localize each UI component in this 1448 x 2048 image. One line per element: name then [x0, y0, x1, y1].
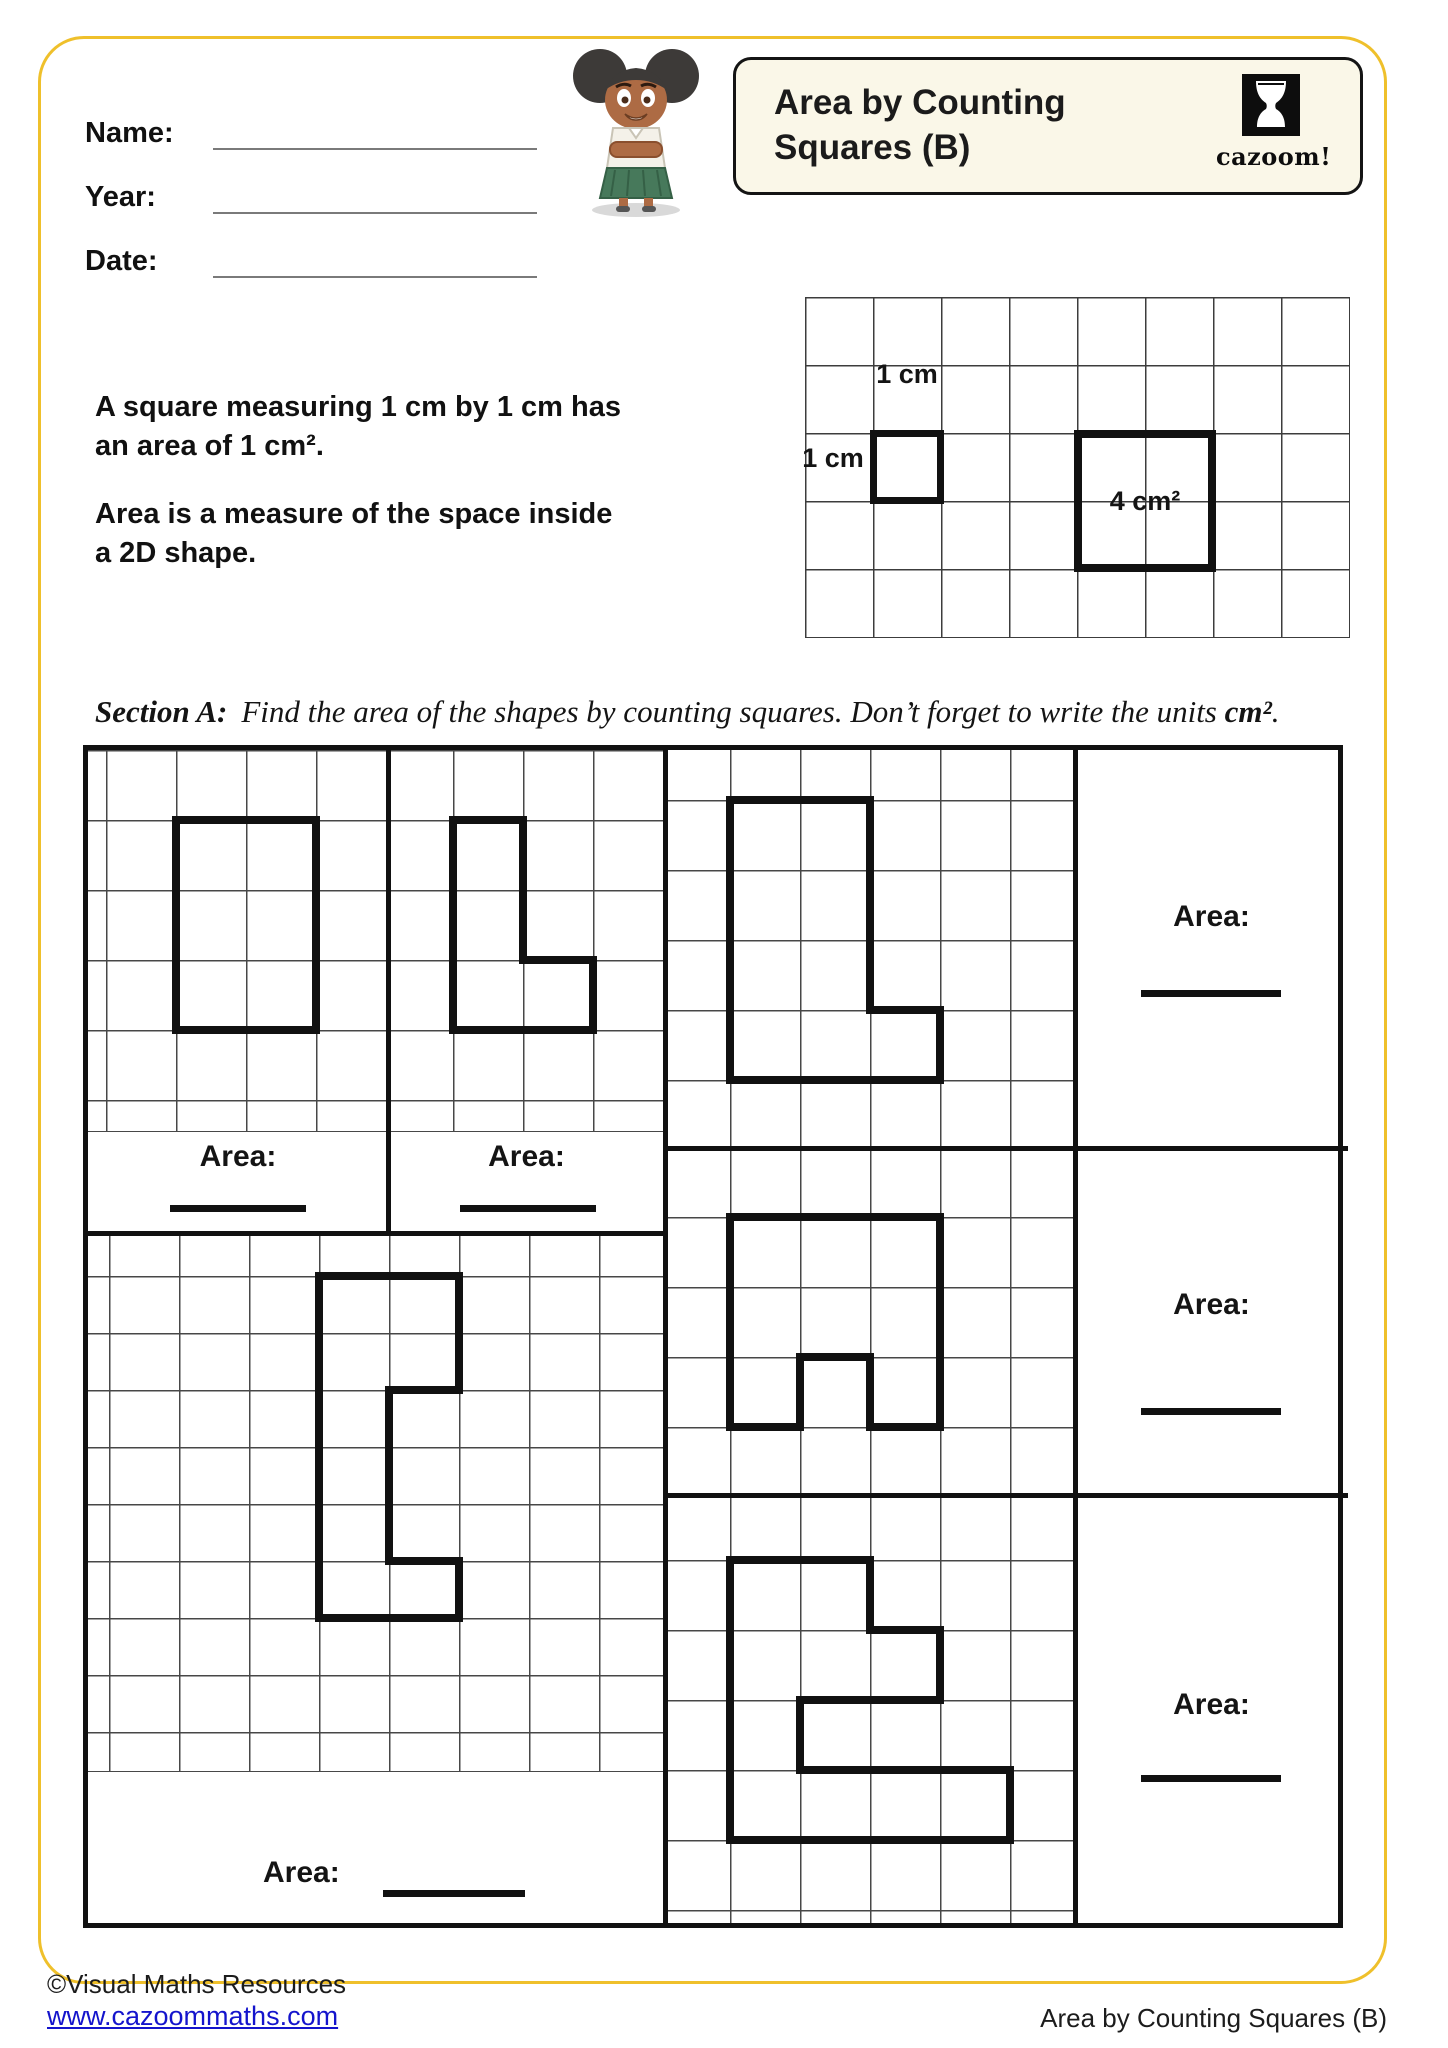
worksheet-name-footer: Area by Counting Squares (B) — [1040, 2003, 1387, 2033]
divider-vertical-2 — [663, 750, 668, 1923]
area-label-5: Area: — [263, 1856, 340, 1889]
area-label-2: Area: — [488, 1140, 565, 1173]
section-a-box — [83, 745, 1343, 1928]
intro-line-2: an area of 1 cm². — [95, 430, 324, 462]
student-cartoon — [553, 46, 719, 218]
divider-horizontal-1 — [88, 1231, 665, 1236]
area-label-4: Area: — [1173, 1288, 1250, 1321]
date-label: Date: — [85, 245, 158, 277]
date-field-row — [85, 220, 537, 278]
intro-line-4: a 2D shape. — [95, 537, 257, 569]
shape-grid-4 — [665, 1148, 1075, 1495]
section-a-heading — [95, 694, 1280, 730]
shape-outline-2 — [453, 820, 593, 1030]
year-input-line[interactable] — [213, 174, 537, 214]
title-box — [733, 57, 1363, 195]
intro-line-1: A square measuring 1 cm by 1 cm has — [95, 391, 621, 423]
example-1cm-top-label: 1 cm — [876, 359, 938, 389]
shape-outline-1 — [176, 820, 316, 1030]
cazoom-drum-icon — [1242, 74, 1300, 136]
section-instruction: Find the area of the shapes by counting squares. Don’t forget to write the units — [241, 694, 1225, 729]
answer-line-6[interactable] — [1141, 1775, 1281, 1782]
example-unit-square — [870, 430, 944, 504]
copyright-text: ©Visual Maths Resources — [47, 1969, 347, 1999]
shape-grid-1 — [88, 750, 388, 1132]
date-input-line[interactable] — [213, 238, 537, 278]
year-label: Year: — [85, 181, 156, 213]
name-label: Name: — [85, 117, 174, 149]
area-label-1: Area: — [199, 1140, 277, 1173]
section-suffix: . — [1271, 694, 1280, 729]
section-label: Section A: — [95, 694, 228, 729]
divider-horizontal-2 — [665, 1146, 1348, 1151]
area-label-6: Area: — [1173, 1688, 1250, 1721]
shape-outline-5 — [319, 1276, 459, 1618]
student-info-block — [85, 92, 537, 284]
answer-line-1[interactable] — [170, 1205, 306, 1212]
answer-line-2[interactable] — [460, 1205, 596, 1212]
intro-text — [95, 388, 621, 573]
divider-horizontal-3 — [665, 1493, 1348, 1498]
example-4cm2-label: 4 cm² — [1109, 485, 1181, 516]
cazoom-logo — [1216, 74, 1332, 171]
answer-line-5[interactable] — [383, 1890, 525, 1897]
answer-line-3[interactable] — [1141, 990, 1281, 997]
cazoom-logo-text: cazoom! — [1216, 142, 1332, 171]
shape-grid-3 — [665, 750, 1075, 1148]
area-label-3: Area: — [1173, 900, 1250, 933]
shape-grid-5 — [88, 1233, 665, 1772]
shape-grid-2 — [388, 750, 665, 1132]
example-four-square — [1074, 430, 1216, 572]
shape-outline-6 — [730, 1560, 1010, 1840]
year-field-row — [85, 156, 537, 214]
answer-line-4[interactable] — [1141, 1408, 1281, 1415]
name-input-line[interactable] — [213, 110, 537, 150]
name-field-row — [85, 92, 537, 150]
shape-grid-6 — [665, 1495, 1075, 1923]
shape-outline-3 — [730, 800, 940, 1080]
page-title: Area by Counting Squares (B) — [774, 83, 1066, 167]
example-1cm-left-label: 1 cm — [802, 443, 864, 473]
shape-outline-4 — [730, 1217, 940, 1427]
section-units: cm² — [1224, 694, 1272, 729]
example-grid — [802, 297, 1350, 638]
website-link[interactable]: www.cazoommaths.com — [47, 2001, 339, 2031]
intro-line-3: Area is a measure of the space inside — [95, 498, 613, 530]
